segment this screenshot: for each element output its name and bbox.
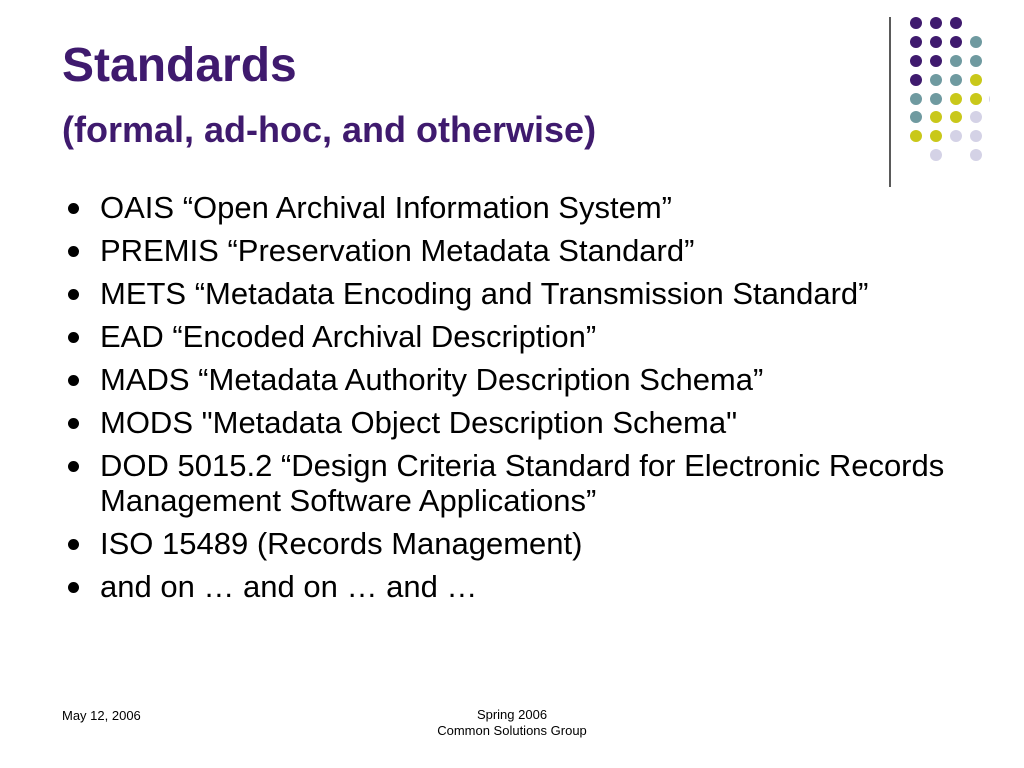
bullet-dot-icon	[68, 582, 79, 593]
bullet-dot-icon	[68, 246, 79, 257]
bullet-text: DOD 5015.2 “Design Criteria Standard for Electronic Records Management Software Applications”	[100, 448, 945, 518]
bullet-text: PREMIS “Preservation Metadata Standard”	[100, 233, 695, 268]
bullet-text: OAIS “Open Archival Information System”	[100, 190, 672, 225]
bullet-list	[62, 190, 982, 612]
decorative-dot	[910, 93, 922, 105]
bullet-text: ISO 15489 (Records Management)	[100, 526, 583, 561]
decorative-dot	[950, 74, 962, 86]
decorative-dot	[930, 149, 942, 161]
decorative-dot	[970, 93, 982, 105]
bullet-text: and on … and on … and …	[100, 569, 478, 604]
decorative-dot	[970, 149, 982, 161]
footer-center	[412, 707, 612, 739]
bullet-item	[62, 448, 982, 518]
bullet-dot-icon	[68, 375, 79, 386]
vertical-divider	[889, 17, 891, 187]
decorative-dot	[950, 36, 962, 48]
decorative-dot	[910, 130, 922, 142]
bullet-text: EAD “Encoded Archival Description”	[100, 319, 597, 354]
decorative-dot	[930, 111, 942, 123]
decorative-dot	[930, 130, 942, 142]
decorative-dot	[950, 130, 962, 142]
bullet-text: MADS “Metadata Authority Description Schema”	[100, 362, 764, 397]
bullet-dot-icon	[68, 203, 79, 214]
bullet-item	[62, 526, 982, 561]
slide-subtitle: (formal, ad-hoc, and otherwise)	[62, 109, 597, 150]
decorative-dot	[950, 55, 962, 67]
footer-event: Spring 2006	[476, 707, 548, 722]
bullet-item	[62, 190, 982, 225]
decorative-dot	[930, 74, 942, 86]
decorative-dot	[910, 55, 922, 67]
decorative-dot	[950, 17, 962, 29]
decorative-dot	[910, 111, 922, 123]
decorative-dot	[950, 111, 962, 123]
bullet-item	[62, 276, 982, 311]
footer-date: May 12, 2006	[62, 708, 141, 723]
decorative-dot	[930, 36, 942, 48]
bullet-item	[62, 233, 982, 268]
decorative-dot	[910, 74, 922, 86]
slide-title: Standards	[62, 39, 297, 92]
bullet-text: MODS "Metadata Object Description Schema"	[100, 405, 738, 440]
decorative-dot	[930, 17, 942, 29]
decorative-dot-grid	[910, 17, 990, 162]
decorative-dot	[930, 55, 942, 67]
decorative-dot	[970, 74, 982, 86]
bullet-item	[62, 362, 982, 397]
bullet-text: METS “Metadata Encoding and Transmission Standard”	[100, 276, 869, 311]
decorative-dot	[950, 93, 962, 105]
decorative-dot	[989, 93, 990, 105]
decorative-dot	[970, 111, 982, 123]
bullet-dot-icon	[68, 461, 79, 472]
bullet-dot-icon	[68, 332, 79, 343]
decorative-dot	[970, 130, 982, 142]
bullet-dot-icon	[68, 289, 79, 300]
footer-organization: Common Solutions Group	[437, 723, 587, 738]
decorative-dot	[930, 93, 942, 105]
bullet-item	[62, 569, 982, 604]
bullet-item	[62, 319, 982, 354]
bullet-item	[62, 405, 982, 440]
bullet-dot-icon	[68, 539, 79, 550]
decorative-dot	[910, 36, 922, 48]
bullet-dot-icon	[68, 418, 79, 429]
decorative-dot	[970, 36, 982, 48]
decorative-dot	[970, 55, 982, 67]
decorative-dot	[910, 17, 922, 29]
